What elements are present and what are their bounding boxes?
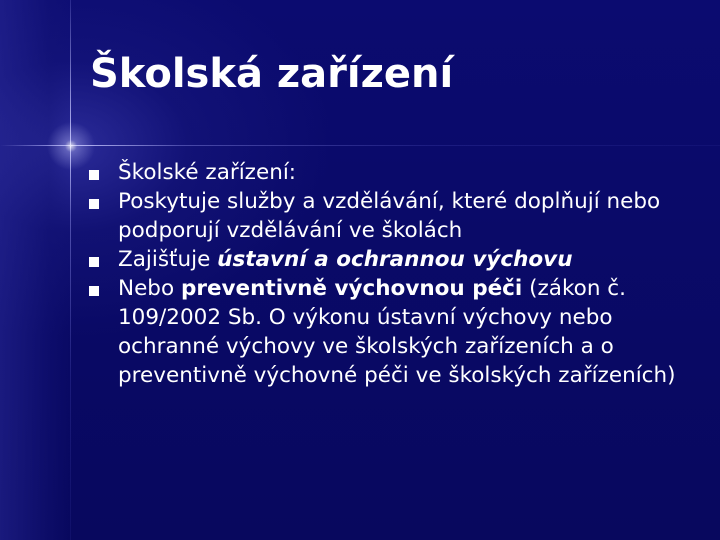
bullet-text: Poskytuje služby a vzdělávání, které doplňují nebo podporují vzdělávání ve školách — [118, 189, 661, 243]
square-bullet-icon — [89, 257, 99, 267]
bullet-text: Nebo — [118, 276, 181, 301]
bullet-item-2 — [88, 187, 688, 245]
horizontal-line-decoration — [0, 145, 720, 146]
square-bullet-icon — [89, 170, 99, 180]
square-bullet-icon — [89, 199, 99, 209]
bullet-emphasis: preventivně výchovnou péči — [180, 276, 523, 301]
bullet-text: Školské zařízení: — [118, 160, 297, 185]
left-glow-decoration — [0, 0, 70, 540]
bullet-list — [88, 158, 688, 390]
square-bullet-icon — [89, 286, 99, 296]
slide-title: Školská zařízení — [90, 51, 454, 97]
bullet-item-1 — [88, 158, 688, 187]
bullet-item-4 — [88, 274, 688, 390]
bullet-emphasis: ústavní a ochrannou výchovu — [217, 247, 573, 272]
bullet-text-continued: (zákon č. 109/2002 Sb. O výkonu ústavní výchovy nebo ochranné výchovy ve školských zařízeních a o preventivně výchovné péči ve školských zařízeních) — [118, 276, 676, 388]
bullet-text: Zajišťuje — [118, 247, 218, 272]
bullet-item-3 — [88, 245, 688, 274]
vertical-line-decoration — [70, 0, 71, 540]
